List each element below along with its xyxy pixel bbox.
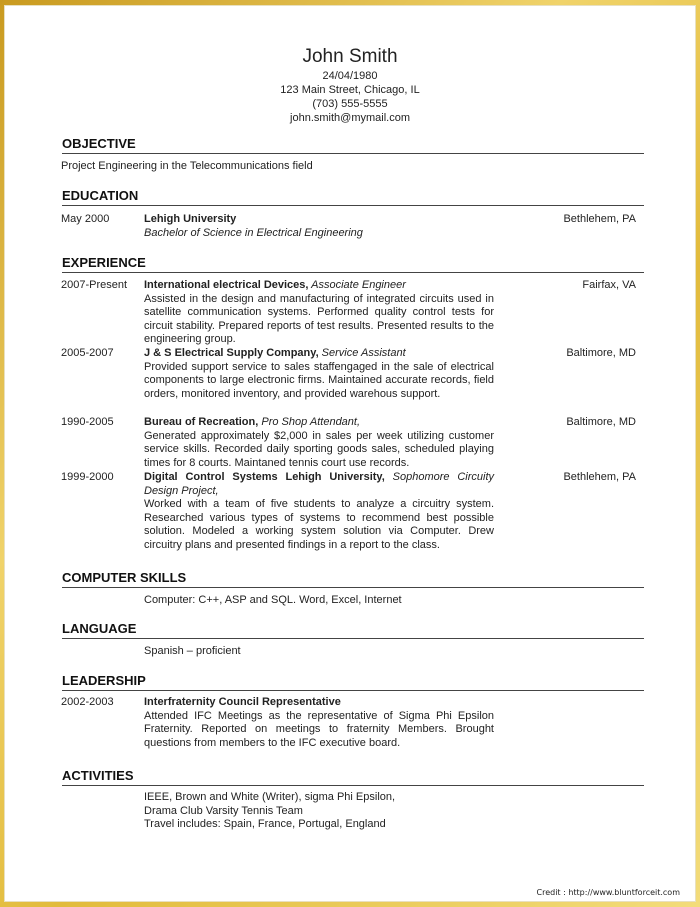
resume-page (4, 5, 696, 902)
degree: Bachelor of Science in Electrical Engineering (144, 226, 363, 239)
image-credit: Credit : http://www.bluntforceit.com (533, 887, 685, 899)
job-entry (144, 471, 494, 553)
job-dates: 1990-2005 (61, 416, 114, 428)
job-entry (144, 416, 494, 470)
computer-skills-text: Computer: C++, ASP and SQL. Word, Excel, Internet (144, 594, 402, 606)
job-company: J & S Electrical Supply Company, (144, 347, 319, 359)
leadership-role: Interfraternity Council Representative (144, 696, 341, 708)
objective-text: Project Engineering in the Telecommunications field (61, 160, 313, 172)
job-role: Service Assistant (318, 347, 406, 359)
job-description: Worked with a team of five students to analyze a circuitry system. Researched various types of systems to recommend best possible solution. Modeled a working system solution via Computer. Drew circuitry plans and presented findings in a report to the class. (144, 498, 494, 551)
job-location: Baltimore, MD (566, 347, 636, 359)
job-role: Associate Engineer (308, 279, 406, 291)
section-experience: EXPERIENCE (62, 254, 644, 273)
job-location: Fairfax, VA (582, 279, 636, 291)
phone: (703) 555-5555 (312, 98, 388, 110)
activities-line: IEEE, Brown and White (Writer), sigma Phi Epsilon, (144, 791, 396, 803)
school-name: Lehigh University (144, 213, 237, 225)
education-location: Bethlehem, PA (563, 213, 636, 225)
job-location: Bethlehem, PA (563, 471, 636, 483)
education-date: May 2000 (61, 213, 110, 225)
activities-line: Travel includes: Spain, France, Portugal, England (144, 818, 386, 831)
job-role: Pro Shop Attendant, (258, 416, 361, 428)
resume-header (4, 45, 696, 125)
section-language: LANGUAGE (62, 620, 644, 639)
job-company: Digital Control Systems Lehigh University, (144, 471, 385, 483)
job-entry (144, 347, 494, 401)
leadership-entry (144, 696, 494, 750)
address: 123 Main Street, Chicago, IL (280, 84, 420, 96)
activities-list (144, 791, 395, 832)
language-text: Spanish – proficient (144, 645, 241, 657)
job-role: Sophomore Circuity Design Project, (144, 471, 495, 497)
job-dates: 2007-Present (61, 279, 128, 291)
leadership-description: Attended IFC Meetings as the representative of Sigma Phi Epsilon Fraternity. Reported on meetings to fraternity Members. Brought questions from members to the IFC executive board. (144, 709, 494, 749)
job-entry (144, 279, 494, 347)
email: john.smith@mymail.com (290, 112, 410, 124)
section-leadership: LEADERSHIP (62, 672, 644, 691)
applicant-name: John Smith (302, 46, 398, 67)
job-dates: 1999-2000 (61, 471, 114, 483)
job-description: Provided support service to sales staffengaged in the sale of electrical components to large electronic firms. Maintained accurate records, field orders, monitored inventory, and provided warehous support. (144, 360, 494, 400)
leadership-dates: 2002-2003 (61, 696, 114, 708)
job-dates: 2005-2007 (61, 347, 114, 359)
date-of-birth: 24/04/1980 (322, 70, 378, 82)
job-company: International electrical Devices, (144, 279, 309, 291)
job-location: Baltimore, MD (566, 416, 636, 428)
education-entry (144, 213, 494, 240)
job-description: Generated approximately $2,000 in sales per week utilizing customer service skills. Recorded daily sporting goods sales, scheduled playing times for 8 courts. Maintaned tennis court use records. (144, 429, 494, 469)
job-company: Bureau of Recreation, (144, 416, 259, 428)
section-computer-skills: COMPUTER SKILLS (62, 569, 644, 588)
section-education: EDUCATION (62, 187, 644, 206)
section-objective: OBJECTIVE (62, 135, 644, 154)
activities-line: Drama Club Varsity Tennis Team (144, 804, 303, 817)
section-activities: ACTIVITIES (62, 767, 644, 786)
job-description: Assisted in the design and manufacturing of integrated circuits used in satellite communication systems. Performed quality control tests for circuit stability. Prepared reports of test results. Presented results to the engineering group. (144, 292, 494, 346)
